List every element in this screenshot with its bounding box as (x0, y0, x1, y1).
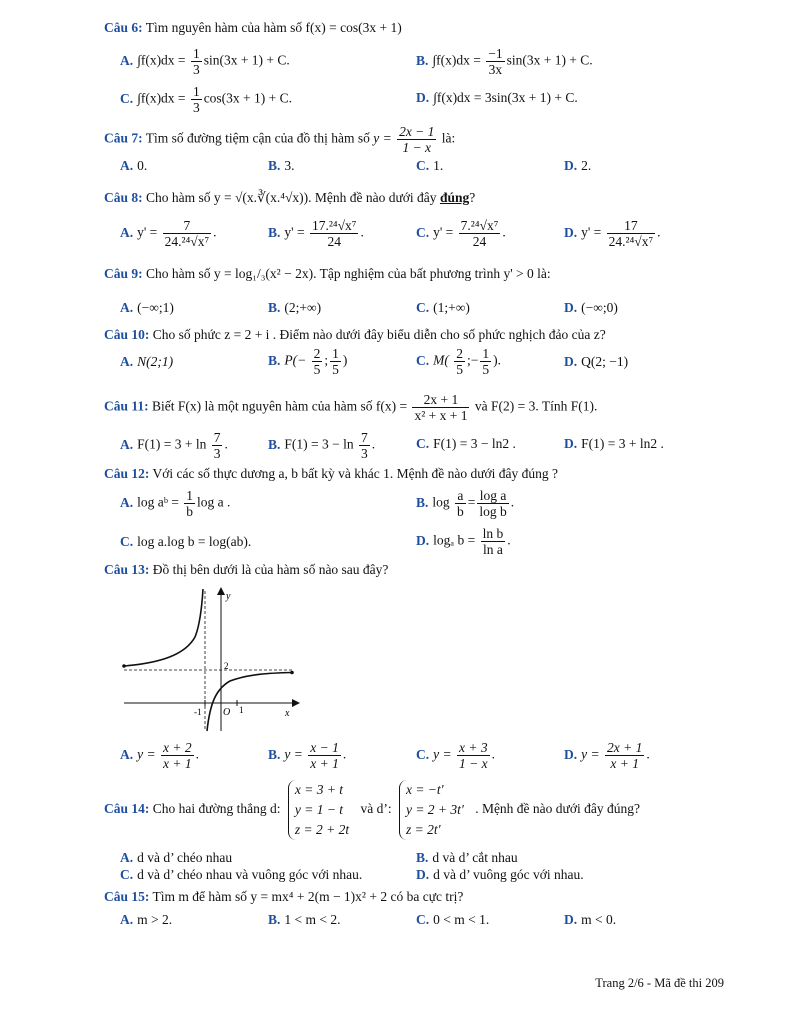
fraction (312, 346, 323, 377)
option-label: A. (120, 158, 134, 173)
option-label: D. (564, 224, 578, 240)
fraction (486, 46, 504, 77)
option-label: A. (120, 746, 134, 762)
question-number: Câu 6: (104, 20, 143, 35)
option-13b[interactable] (268, 740, 346, 771)
fraction (359, 430, 370, 461)
fraction (477, 488, 508, 519)
option-13c[interactable] (416, 740, 495, 771)
fraction-den: b (457, 504, 464, 519)
option-text: N(2;1) (137, 354, 174, 369)
option-text: (−∞;0) (581, 300, 618, 315)
question-emphasis: đúng (439, 190, 470, 205)
option-text: log (432, 494, 450, 510)
option-label: A. (120, 850, 134, 865)
fraction (454, 346, 465, 377)
option-6a[interactable] (120, 46, 290, 77)
option-label: D. (564, 354, 578, 369)
option-label: C. (120, 534, 134, 549)
option-text: 1 < m < 2. (284, 912, 341, 927)
option-label: C. (416, 746, 430, 762)
option-text: y' = (284, 224, 305, 240)
fraction-den: x + 1 (610, 756, 639, 771)
fraction-num: 7 (163, 218, 212, 234)
option-text: P(− (284, 352, 307, 368)
fraction (457, 740, 490, 771)
option-12d[interactable] (416, 526, 511, 557)
option-label: C. (416, 912, 430, 927)
option-6c[interactable] (120, 84, 292, 115)
question-text: y = (373, 130, 392, 146)
fraction (397, 124, 436, 155)
option-label: A. (120, 224, 134, 240)
fraction-num: 2 (456, 346, 463, 361)
option-text: cos(3x + 1) + C. (203, 90, 293, 106)
fraction (163, 218, 212, 249)
fraction-den: x + 1 (162, 756, 192, 771)
question-11 (104, 392, 597, 423)
fraction-den: log b (479, 504, 507, 519)
option-8c[interactable]: C. y' = $\frac{\text{7.²⁴√x⁷}}{24}$ . (416, 218, 506, 249)
fraction-den: 3 (192, 62, 200, 77)
option-label: C. (120, 867, 134, 882)
fraction-num: x − 1 (310, 740, 339, 755)
option-text: y = (433, 746, 452, 762)
fraction-den: x + 1 (310, 756, 339, 771)
option-14c[interactable] (120, 867, 362, 883)
fraction (191, 46, 202, 77)
option-10b[interactable]: B. P(− $\frac{2}{5}$ ; $\frac{1}{5}$ ) (268, 346, 348, 377)
option-14a[interactable] (120, 850, 232, 866)
option-text: ∫f(x)dx = (137, 90, 186, 106)
option-9c[interactable] (416, 300, 470, 316)
option-text: y' = (137, 224, 158, 240)
option-6d[interactable] (416, 90, 578, 106)
question-9 (104, 266, 551, 282)
fraction (184, 488, 195, 519)
option-text: . (507, 532, 511, 548)
option-label: A. (120, 52, 134, 68)
question-text: Cho hai đường thẳng d: (152, 801, 281, 817)
option-label: D. (564, 912, 578, 927)
endpoint-marker (290, 671, 294, 675)
fraction-den: x² + x + 1 (414, 408, 468, 423)
line-d-system (288, 780, 353, 840)
option-label: C. (416, 158, 430, 173)
fraction-den: 3 (361, 446, 368, 461)
fraction-num: 2x − 1 (399, 124, 435, 139)
fraction-num: 1 (332, 346, 339, 361)
question-text: Tìm nguyên hàm của hàm số f(x) = cos(3x + 1) (145, 20, 402, 35)
option-text: log a . (197, 494, 231, 510)
option-text: . (342, 746, 347, 762)
option-text: . (195, 746, 199, 762)
fraction-num: 17.²⁴√x⁷ (311, 218, 357, 233)
question-15 (104, 889, 463, 905)
question-number: Câu 9: (104, 266, 143, 281)
fraction-num: 7 (213, 430, 221, 445)
question-text: Tìm số đường tiệm cận của đồ thị hàm số (145, 130, 370, 146)
fraction-den: 3x (488, 62, 503, 77)
option-text: log aᵇ = (137, 494, 179, 510)
question-number: Câu 10: (104, 327, 150, 342)
option-8d[interactable]: D. y' = $\frac{17}{\text{24.²⁴√x⁷}}$ . (564, 218, 661, 249)
question-number: Câu 12: (104, 466, 150, 481)
option-text: F(1) = 3 + ln (137, 436, 207, 452)
option-text: sin(3x + 1) + C. (506, 52, 593, 68)
fraction-num: 17 (607, 218, 656, 234)
option-text: d và d’ vuông góc với nhau. (433, 867, 584, 882)
question-7 (104, 124, 455, 155)
fraction-den: 24 (327, 234, 341, 249)
option-label: C. (416, 300, 430, 315)
option-label: B. (268, 352, 281, 368)
option-text: . (646, 746, 650, 762)
option-text: logₐ b = (433, 532, 476, 548)
option-7b[interactable] (268, 158, 295, 174)
fraction-den: 3 (192, 100, 200, 115)
option-text: y = (137, 746, 156, 762)
option-11a[interactable] (120, 430, 228, 461)
option-label: B. (268, 436, 281, 452)
question-number: Câu 8: (104, 190, 143, 205)
option-14d[interactable] (416, 867, 584, 883)
question-text: là: (441, 130, 456, 146)
option-label: B. (416, 494, 429, 510)
option-label: B. (268, 300, 281, 315)
option-10a[interactable] (120, 354, 173, 370)
fraction (481, 526, 506, 557)
option-label: A. (120, 912, 134, 927)
fraction (607, 218, 656, 249)
option-label: C. (416, 224, 430, 240)
fraction (412, 392, 469, 423)
fraction (605, 740, 644, 771)
option-15b[interactable] (268, 912, 341, 928)
fraction-num: 1 (186, 488, 194, 503)
fraction-num: 1 (192, 84, 200, 99)
fraction-den: 1 − x (458, 756, 488, 771)
question-text: và d’: (360, 801, 392, 817)
option-label: D. (564, 300, 578, 315)
question-number: Câu 13: (104, 562, 150, 577)
option-text: Q(2; −1) (581, 354, 629, 369)
option-label: C. (416, 436, 430, 451)
fraction-num: 7 (361, 430, 368, 445)
option-11d[interactable] (564, 436, 664, 452)
option-12c[interactable] (120, 534, 251, 550)
graph-curve-right (207, 673, 292, 732)
option-9a[interactable] (120, 300, 174, 316)
option-7c[interactable] (416, 158, 443, 174)
option-8a[interactable]: A. y' = $\frac{7}{\text{24.²⁴√x⁷}}$ . (120, 218, 217, 249)
option-15c[interactable] (416, 912, 489, 928)
fraction-num: x + 2 (162, 740, 192, 755)
question-text: Cho hàm số y = √(x.∛(x.⁴√x)) (146, 190, 309, 205)
equation-row: x = −t' (405, 782, 444, 797)
question-number: Câu 11: (104, 398, 149, 414)
fraction-num: 2x + 1 (606, 740, 643, 755)
fraction (330, 346, 341, 377)
option-text: 1. (433, 158, 444, 173)
question-8 (104, 190, 475, 206)
question-6 (104, 20, 402, 36)
option-text: (2;+∞) (284, 300, 322, 315)
option-10d[interactable] (564, 354, 628, 370)
function-graph (120, 585, 300, 735)
page-footer: Trang 2/6 - Mã đề thi 209 (595, 976, 724, 990)
question-12 (104, 466, 558, 482)
option-text: (−∞;1) (137, 300, 174, 315)
fraction-num: x + 3 (458, 740, 488, 755)
option-text: m < 0. (581, 912, 617, 927)
option-text: y' = (581, 224, 602, 240)
fraction-den: 24 (472, 234, 487, 249)
x-axis-arrow (292, 699, 300, 707)
option-11c[interactable] (416, 436, 516, 452)
option-9b[interactable] (268, 300, 321, 316)
fraction-num: 2x + 1 (412, 392, 469, 408)
option-13a[interactable] (120, 740, 199, 771)
option-label: D. (416, 532, 430, 548)
question-text: Đồ thị bên dưới là của hàm số nào sau đây? (152, 562, 389, 577)
option-text: 0. (137, 158, 148, 173)
option-9d[interactable] (564, 300, 618, 316)
option-text: (1;+∞) (433, 300, 470, 315)
option-10c[interactable]: C. M( $\frac{2}{5}$ ;− $\frac{1}{5}$ ). (416, 346, 501, 377)
option-label: B. (268, 158, 281, 173)
option-label: C. (120, 90, 134, 106)
option-13d[interactable] (564, 740, 650, 771)
option-label: B. (268, 912, 281, 927)
option-label: B. (268, 224, 281, 240)
question-13 (104, 562, 388, 578)
question-text: . Mệnh đề nào dưới đây đúng? (475, 801, 640, 817)
equation-row: x = 3 + t (294, 782, 344, 797)
fraction (459, 218, 501, 249)
fraction-num: −1 (488, 46, 503, 61)
line-d-prime-system (399, 780, 468, 840)
fraction-den: 24.²⁴√x⁷ (608, 234, 654, 249)
tick-label-minus1: -1 (194, 707, 202, 717)
option-text: y = (284, 746, 303, 762)
option-12a[interactable] (120, 488, 230, 519)
tick-label-2: 2 (224, 661, 229, 671)
fraction-num: 1 (482, 346, 490, 361)
fraction-num: 2 (313, 346, 321, 361)
option-label: B. (268, 746, 281, 762)
option-text: M( (433, 352, 449, 368)
question-number: Câu 7: (104, 130, 143, 146)
option-7a[interactable] (120, 158, 147, 174)
option-12b[interactable] (416, 488, 514, 519)
option-label: D. (564, 436, 578, 451)
option-label: B. (416, 850, 429, 865)
fraction-den: ln a (482, 542, 503, 557)
option-text: . (224, 436, 228, 452)
option-text: 2. (581, 158, 592, 173)
question-text: Với các số thực dương a, b bất kỳ và khác 1. Mệnh đề nào dưới đây đúng ? (152, 466, 559, 481)
option-label: D. (564, 158, 578, 173)
option-label: A. (120, 300, 134, 315)
question-number: Câu 14: (104, 801, 150, 817)
question-text: Cho hàm số y = log₁/₃(x² − 2x). Tập nghiệm của bất phương trình y' > 0 là: (146, 266, 551, 281)
option-text: y' = (433, 224, 454, 240)
equation-row: y = 2 + 3t' (405, 802, 464, 817)
tick-label-1: 1 (239, 705, 244, 715)
fraction (310, 218, 359, 249)
question-text: . Mệnh đề nào dưới đây (308, 190, 437, 205)
y-axis-label: y (226, 591, 231, 602)
option-label: A. (120, 494, 134, 510)
option-text: . (371, 436, 376, 452)
option-text: sin(3x + 1) + C. (203, 52, 290, 68)
option-text: F(1) = 3 − ln (284, 436, 354, 452)
option-14b[interactable] (416, 850, 518, 866)
fraction-den: 24.²⁴√x⁷ (164, 234, 210, 249)
fraction-den: 5 (482, 362, 490, 377)
option-text: ). (493, 352, 501, 368)
option-text: F(1) = 3 + ln2 . (581, 436, 664, 451)
x-axis-label: x (285, 708, 290, 719)
question-text: Biết F(x) là một nguyên hàm của hàm số f(x) = (152, 398, 408, 414)
fraction-den: 3 (213, 446, 221, 461)
equation-row: z = 2 + 2t (294, 822, 350, 837)
question-text: Tìm m để hàm số y = mx⁴ + 2(m − 1)x² + 2 có ba cực trị? (152, 889, 464, 904)
question-text: Cho số phức z = 2 + i . Điểm nào dưới đây biểu diễn cho số phức nghịch đảo của z? (152, 327, 606, 342)
option-text: ∫f(x)dx = 3sin(3x + 1) + C. (433, 90, 578, 105)
option-11b[interactable] (268, 430, 375, 461)
question-10 (104, 327, 606, 343)
option-label: D. (564, 746, 578, 762)
option-text: d và d’ cắt nhau (432, 850, 518, 865)
fraction (191, 84, 202, 115)
option-text: y = (581, 746, 600, 762)
endpoint-marker (122, 664, 126, 668)
option-text: 0 < m < 1. (433, 912, 490, 927)
option-label: D. (416, 867, 430, 882)
fraction-den: 5 (313, 362, 321, 377)
option-text: F(1) = 3 − ln2 . (433, 436, 516, 451)
question-text: ? (469, 190, 476, 205)
fraction-num: 7.²⁴√x⁷ (460, 218, 499, 233)
option-text: d và d’ chéo nhau và vuông góc với nhau. (137, 867, 363, 882)
fraction (161, 740, 194, 771)
fraction (455, 488, 466, 519)
fraction (212, 430, 223, 461)
question-number: Câu 15: (104, 889, 150, 904)
option-text: d và d’ chéo nhau (137, 850, 233, 865)
option-text: ) (342, 352, 348, 368)
option-8b[interactable]: B. y' = $\frac{\text{17.²⁴√x⁷}}{24}$ . (268, 218, 364, 249)
origin-label: O (223, 707, 231, 718)
option-text: = (467, 494, 476, 510)
option-text: log a.log b = log(ab). (137, 534, 252, 549)
option-label: D. (416, 90, 430, 105)
option-text: . (510, 494, 515, 510)
equation-row: z = 2t' (405, 822, 441, 837)
fraction (480, 346, 491, 377)
fraction-num: a (455, 488, 466, 504)
fraction-num: log a (477, 488, 508, 504)
option-label: A. (120, 354, 134, 369)
option-label: A. (120, 436, 134, 452)
option-label: B. (416, 52, 429, 68)
option-7d[interactable] (564, 158, 591, 174)
fraction-den: 5 (456, 362, 463, 377)
fraction (308, 740, 341, 771)
question-14 (104, 780, 640, 840)
option-text: ∫f(x)dx = (432, 52, 481, 68)
option-15d[interactable] (564, 912, 616, 928)
option-text: ∫f(x)dx = (137, 52, 186, 68)
option-label: C. (416, 352, 430, 368)
option-6b[interactable] (416, 46, 593, 77)
fraction-den: 1 − x (402, 140, 432, 155)
fraction-num: ln b (482, 526, 504, 541)
fraction-num: 1 (192, 46, 200, 61)
question-text: và F(2) = 3. Tính F(1). (474, 398, 598, 414)
option-text: 3. (284, 158, 295, 173)
equation-row: y = 1 − t (294, 802, 344, 817)
option-text: . (491, 746, 495, 762)
graph-curve-left (124, 589, 203, 666)
fraction-den: b (186, 504, 194, 519)
y-axis-arrow (217, 587, 225, 595)
option-15a[interactable] (120, 912, 172, 928)
option-text: m > 2. (137, 912, 173, 927)
fraction-den: 5 (332, 362, 339, 377)
